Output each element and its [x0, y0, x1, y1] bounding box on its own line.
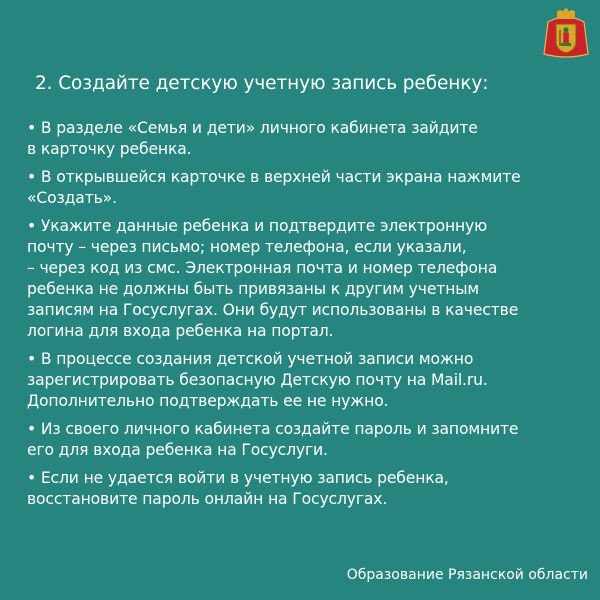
list-item-line: логина для входа ребенка на портал. [27, 322, 334, 340]
list-item [27, 118, 587, 160]
list-item [27, 167, 587, 209]
list-item-line: в карточку ребенка. [27, 140, 192, 158]
list-item-line: • Из своего личного кабинета создайте пароль и запомните [27, 420, 519, 438]
ryazan-coat-of-arms-icon [542, 8, 590, 60]
list-item [27, 419, 587, 461]
list-item-line: • В открывшейся карточке в верхней части экрана нажмите [27, 168, 521, 186]
list-item-line: • Если не удается войти в учетную запись ребенка, [27, 469, 449, 487]
list-item-line: • В разделе «Семья и дети» личного кабинета зайдите [27, 119, 478, 137]
list-item-line: почту – через письмо; номер телефона, если указали, [27, 238, 467, 256]
list-item-line: записям на Госуслугах. Они будут использованы в качестве [27, 301, 519, 319]
list-item-line: зарегистрировать безопасную Детскую почту на Mail.ru. [27, 371, 488, 389]
list-item-line: – через код из смс. Электронная почта и номер телефона [27, 259, 498, 277]
list-item-line: • Укажите данные ребенка и подтвердите электронную [27, 217, 488, 235]
list-item [27, 216, 587, 342]
instruction-list [27, 118, 587, 517]
page-title: 2. Создайте детскую учетную запись ребенку: [35, 73, 489, 94]
list-item-line: его для входа ребенка на Госуслуги. [27, 441, 328, 459]
list-item-line: восстановите пароль онлайн на Госуслугах. [27, 490, 388, 508]
list-item-line: «Создать». [27, 189, 117, 207]
footer-caption: Образование Рязанской области [346, 567, 588, 583]
list-item-line: ребенка не должны быть привязаны к другим учетным [27, 280, 480, 298]
list-item [27, 468, 587, 510]
list-item-line: Дополнительно подтверждать ее не нужно. [27, 392, 389, 410]
list-item [27, 349, 587, 412]
list-item-line: • В процессе создания детской учетной записи можно [27, 350, 474, 368]
